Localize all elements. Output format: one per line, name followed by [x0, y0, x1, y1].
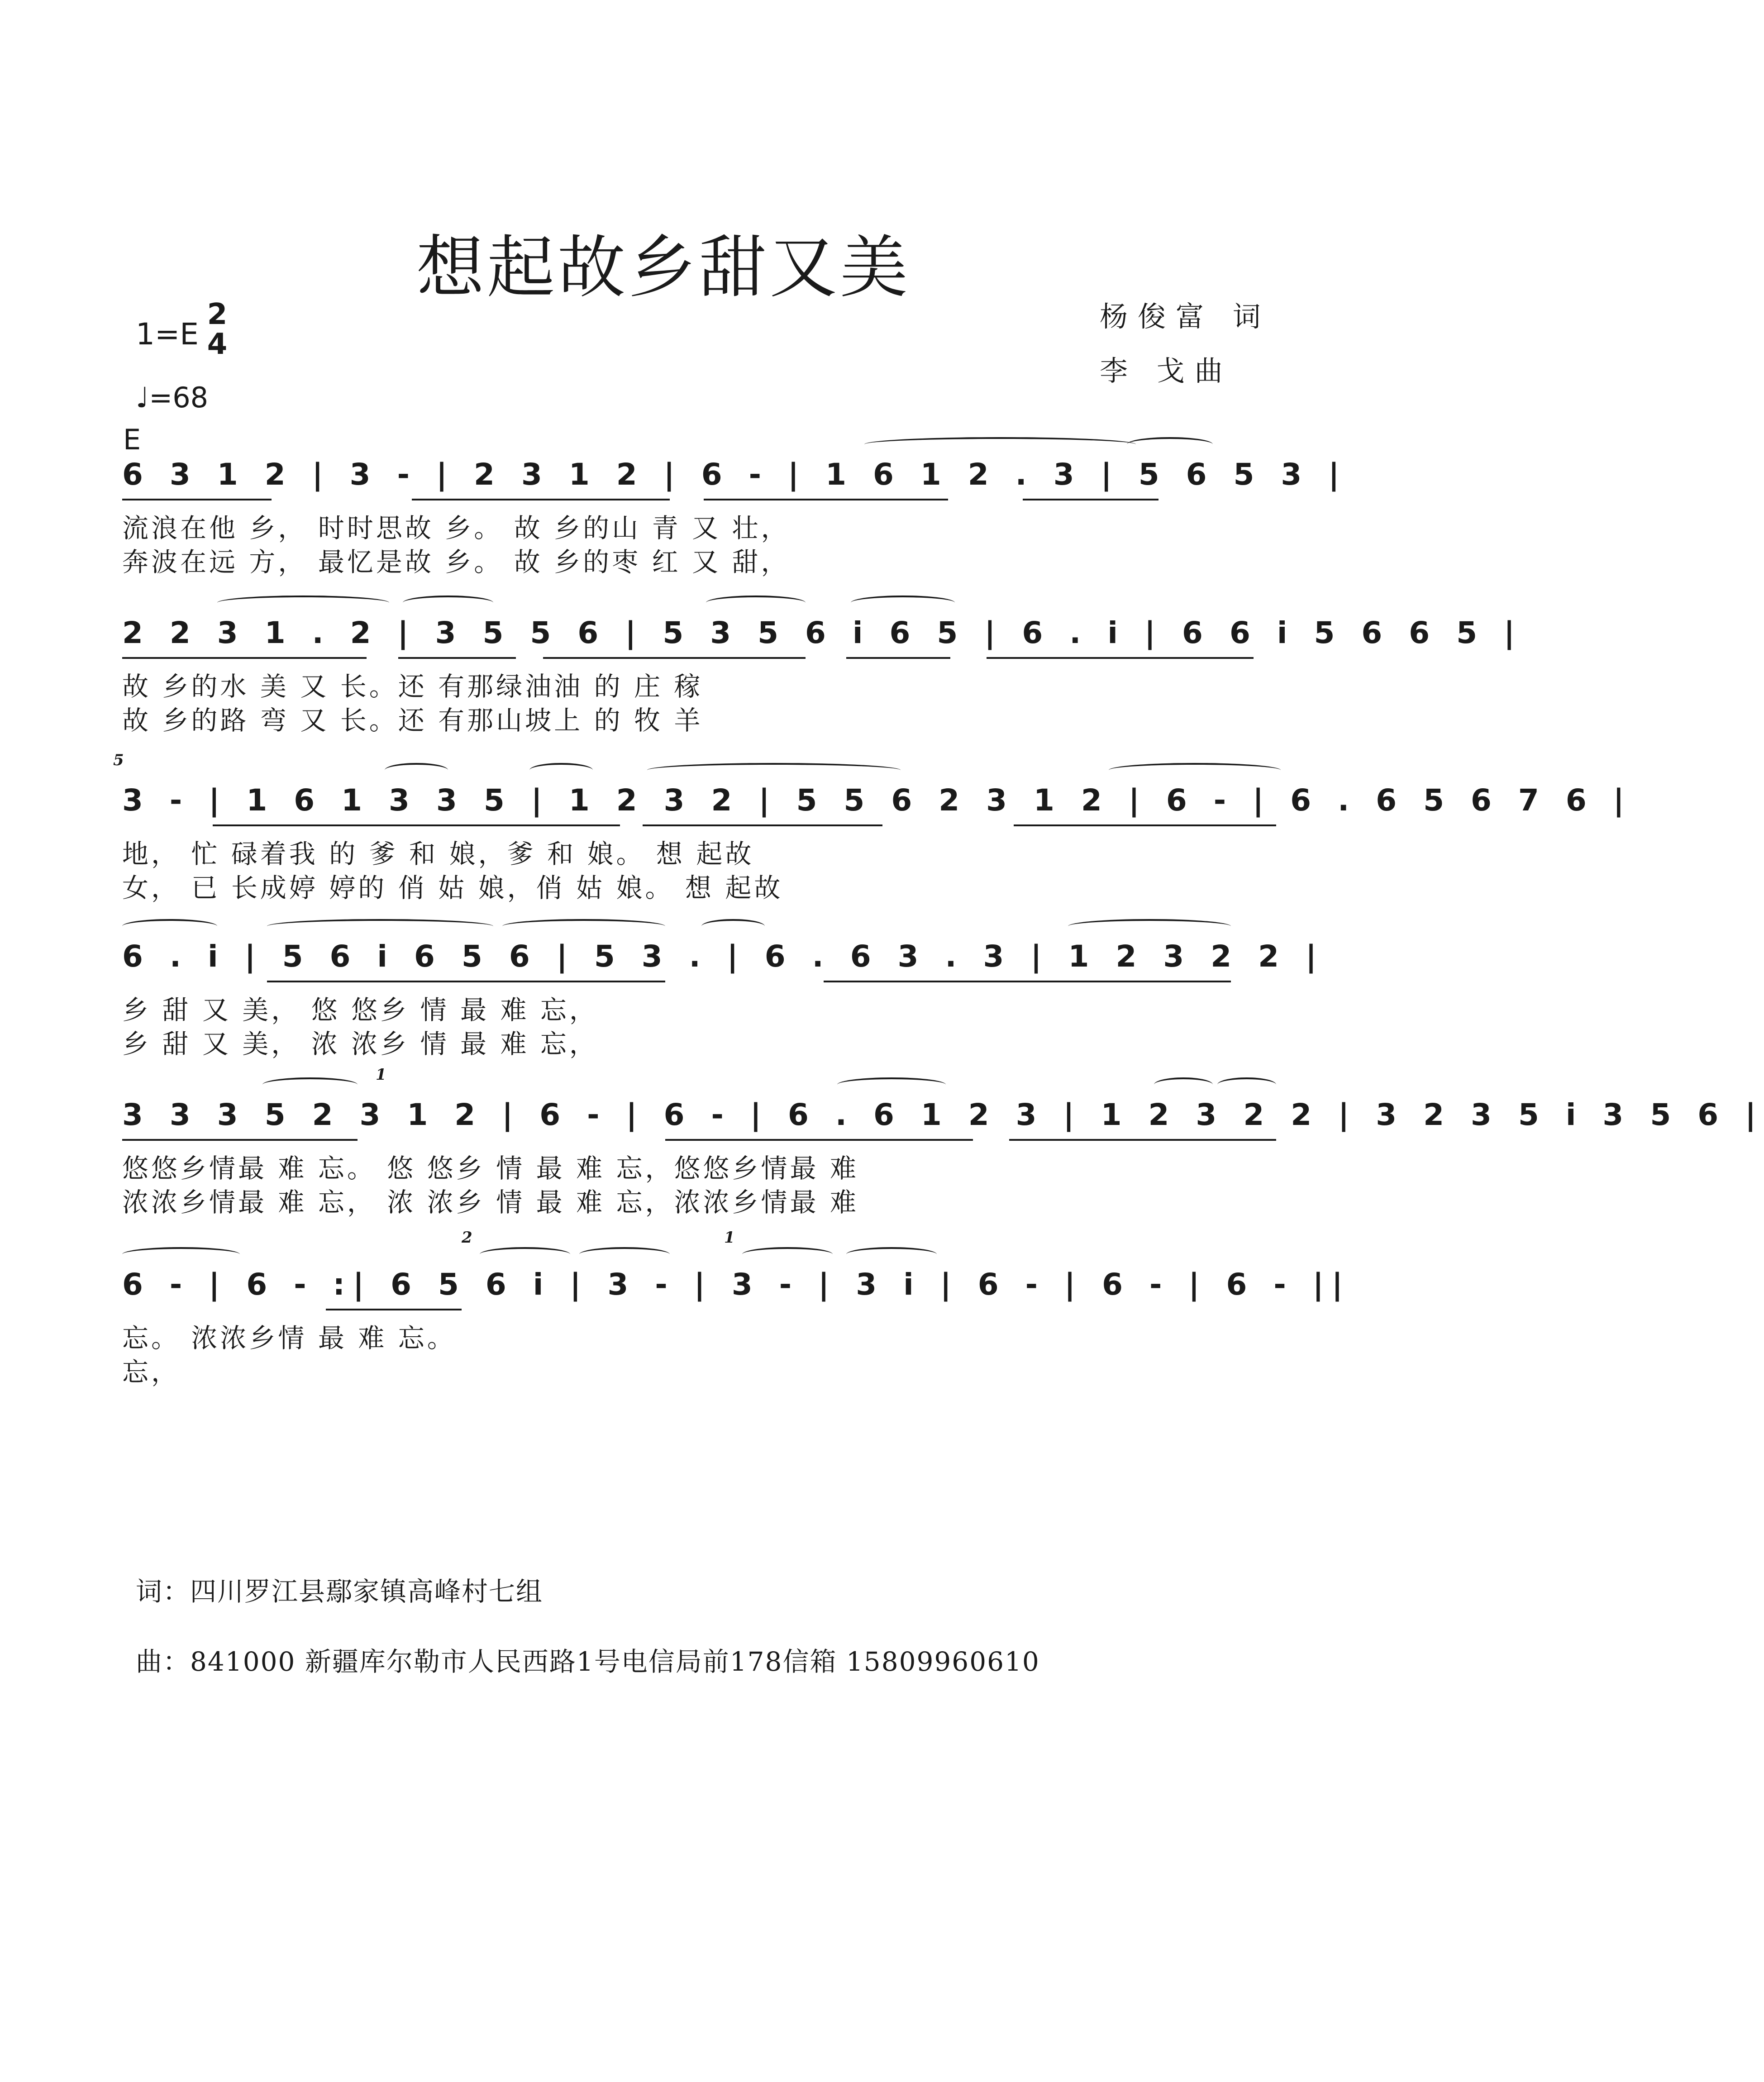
slur: [1154, 1077, 1213, 1092]
beam: [1023, 499, 1159, 500]
beam: [1014, 824, 1276, 826]
beam: [704, 499, 948, 500]
slur: [385, 763, 448, 777]
lyric-verse-1: 悠悠乡情最 难 忘。 悠 悠乡 情 最 难 忘，悠悠乡情最 难: [122, 1153, 859, 1184]
beam: [213, 824, 529, 826]
time-signature-top: 2: [207, 298, 228, 331]
slur: [1127, 437, 1213, 452]
notation-line-3: 3 - | 1 6 1 3 3 5 | 1 2 3 2 | 5 5 6 2 3 1 2 | 6 - | 6 . 6 5 6 7 6 |: [122, 783, 1632, 818]
beam: [398, 657, 516, 659]
notation-line-5: 3 3 3 5 2 3 1 2 | 6 - | 6 - | 6 . 6 1 2 3 | 1 2 3 2 2 | 3 2 3 5 i 3 5 6 |: [122, 1097, 1764, 1132]
slur: [846, 1247, 937, 1262]
beam: [122, 1139, 358, 1141]
beam: [326, 1309, 462, 1310]
slur: [122, 919, 217, 934]
slur: [267, 919, 493, 934]
time-signature-bottom: 4: [207, 328, 228, 361]
composer-address: 曲：841000 新疆库尔勒市人民西路1号电信局前178信箱 15809960610: [136, 1646, 1040, 1677]
beam: [122, 657, 367, 659]
lyric-verse-2: 女， 已 长成婷 婷的 俏 姑 娘，俏 姑 娘。 想 起故: [122, 872, 783, 903]
slur: [1068, 919, 1231, 934]
lyric-verse-2: 乡 甜 又 美， 浓 浓乡 情 最 难 忘，: [122, 1029, 598, 1059]
time-signature: [206, 300, 229, 359]
beam: [267, 981, 665, 982]
lyricist-address: 词：四川罗江县鄢家镇高峰村七组: [136, 1576, 544, 1607]
composer-credit: 李 戈曲: [1100, 354, 1233, 387]
slur: [1109, 763, 1281, 777]
volta-mark: 2: [462, 1229, 472, 1247]
beam: [846, 657, 950, 659]
slur: [529, 763, 593, 777]
notation-line-2: 2 2 3 1 . 2 | 3 5 5 6 | 5 3 5 6 i 6 5 | 6 . i | 6 6 i 5 6 6 5 |: [122, 615, 1523, 650]
beam: [412, 499, 670, 500]
beam: [837, 1139, 973, 1141]
slur: [1217, 1077, 1276, 1092]
slur: [262, 1077, 358, 1092]
slur: [403, 596, 493, 610]
lyric-verse-2: 忘，: [122, 1357, 181, 1387]
slur: [742, 1247, 833, 1262]
slur: [480, 1247, 570, 1262]
lyric-verse-2: 故 乡的路 弯 又 长。还 有那山坡上 的 牧 羊: [122, 705, 703, 736]
lyric-verse-1: 地， 忙 碌着我 的 爹 和 娘，爹 和 娘。 想 起故: [122, 839, 754, 869]
beam: [1009, 1139, 1276, 1141]
lyric-verse-1: 忘。 浓浓乡情 最 难 忘。: [122, 1323, 456, 1353]
slur: [864, 437, 1136, 452]
slur: [837, 1077, 946, 1092]
beam: [643, 824, 882, 826]
key-signature: 1=E: [136, 317, 199, 352]
beam: [987, 657, 1254, 659]
volta-mark: 5: [113, 751, 124, 769]
beam: [122, 499, 272, 500]
slur: [122, 1247, 240, 1262]
slur: [647, 763, 901, 777]
slur: [851, 596, 955, 610]
song-title: 想起故乡甜又美: [416, 229, 911, 307]
notation-line-6: 6 - | 6 - :| 6 5 6 i | 3 - | 3 - | 3 i | 6 - | 6 - | 6 - ||: [122, 1267, 1351, 1302]
lyric-verse-1: 故 乡的水 美 又 长。还 有那绿油油 的 庄 稼: [122, 671, 703, 702]
lyric-verse-2: 浓浓乡情最 难 忘， 浓 浓乡 情 最 难 忘，浓浓乡情最 难: [122, 1187, 859, 1218]
slur: [502, 919, 665, 934]
lyricist-credit: 杨俊富 词: [1100, 300, 1271, 333]
slur: [579, 1247, 670, 1262]
tempo-marking: ♩=68: [136, 381, 209, 414]
lyric-verse-1: 流浪在他 乡， 时时思故 乡。 故 乡的山 青 又 壮，: [122, 513, 790, 543]
chord-symbol: E: [123, 423, 141, 456]
slur: [706, 596, 806, 610]
beam: [543, 657, 806, 659]
volta-mark: 1: [724, 1229, 735, 1247]
volta-mark: 1: [376, 1066, 386, 1084]
slur: [701, 919, 765, 934]
slur: [217, 596, 389, 610]
notation-line-4: 6 . i | 5 6 i 6 5 6 | 5 3 . | 6 . 6 3 . 3 | 1 2 3 2 2 |: [122, 939, 1325, 974]
beam: [1068, 981, 1231, 982]
lyric-verse-2: 奔波在远 方， 最忆是故 乡。 故 乡的枣 红 又 甜，: [122, 547, 790, 577]
notation-line-1: 6 3 1 2 | 3 - | 2 3 1 2 | 6 - | 1 6 1 2 . 3 | 5 6 5 3 |: [122, 457, 1348, 492]
beam: [484, 824, 620, 826]
lyric-verse-1: 乡 甜 又 美， 悠 悠乡 情 最 难 忘，: [122, 995, 598, 1025]
